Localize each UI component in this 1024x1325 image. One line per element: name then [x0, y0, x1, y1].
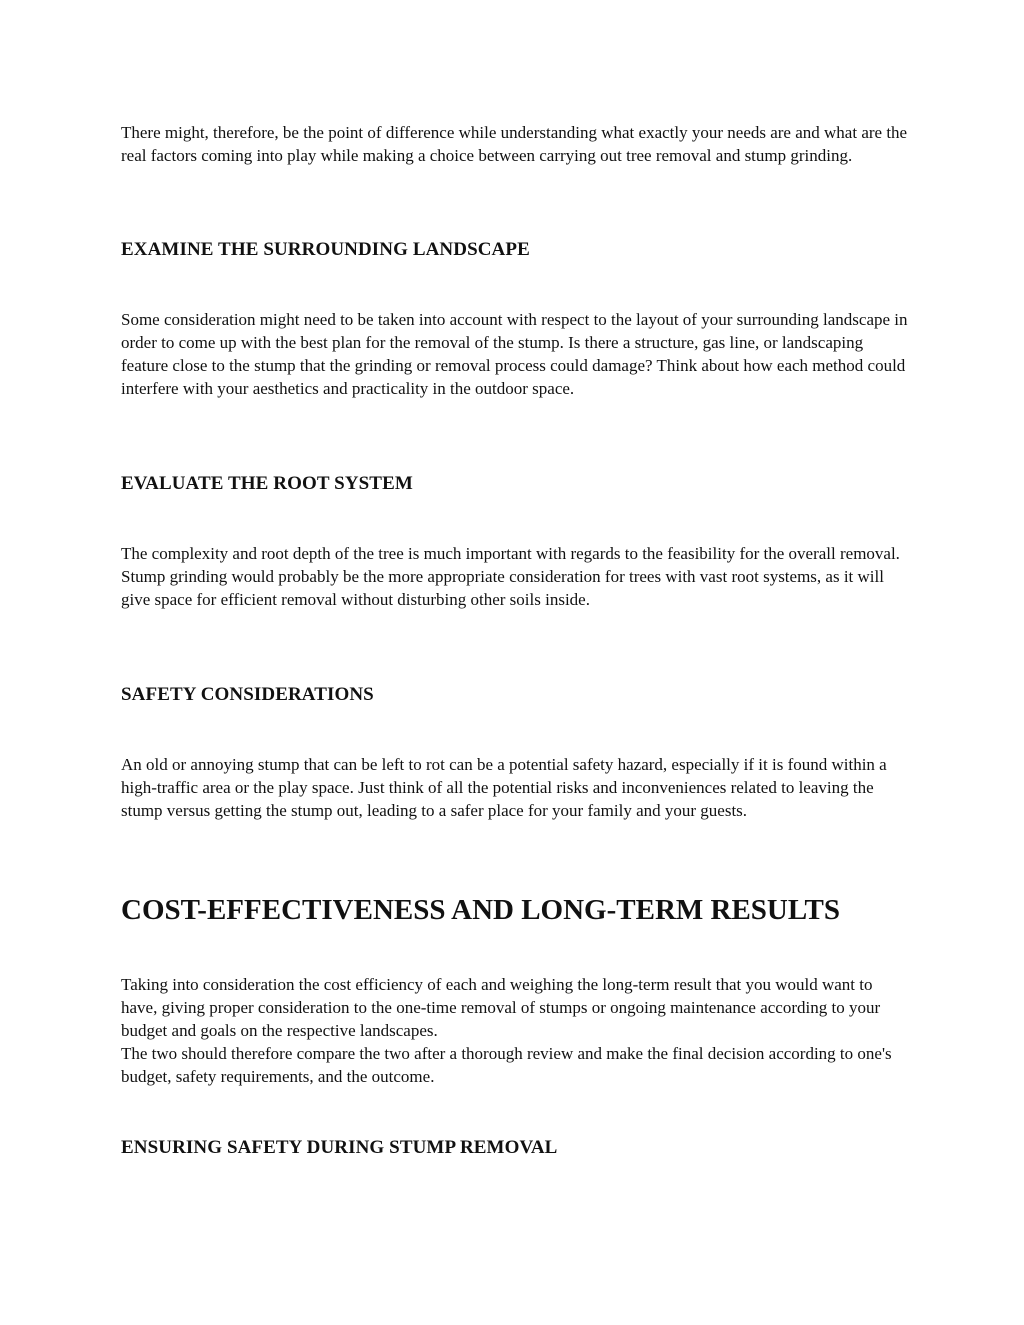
safety-paragraph: An old or annoying stump that can be left to rot can be a potential safety hazard, especially if it is found within a high-traffic area or the play space. Just think of all the potential risks and inconveniences related to leaving the stump versus getting the stump out, leading to a safer place for your family and your guests. [121, 755, 887, 820]
cost-paragraph: Taking into consideration the cost efficiency of each and weighing the long-term result that you would want to have, giving proper consideration to the one-time removal of stumps or ongoing maintenance according to your budget and goals on the respective landscapes. [121, 975, 881, 1040]
intro-paragraph: There might, therefore, be the point of difference while understanding what exactly your needs are and what are the real factors coming into play while making a choice between carrying out tree removal and stump grinding. [121, 123, 908, 165]
section-heading-root-system: EVALUATE THE ROOT SYSTEM [121, 473, 413, 494]
root-system-paragraph: The complexity and root depth of the tree is much important with regards to the feasibility for the overall removal. Stump grinding would probably be the more appropriate consideration for trees with vast root systems, as it will give space for efficient removal without disturbing other soils inside. [121, 544, 900, 609]
decision-paragraph: The two should therefore compare the two after a thorough review and make the final decision according to one's budget, safety requirements, and the outcome. [121, 1044, 892, 1086]
section-heading-safety: SAFETY CONSIDERATIONS [121, 684, 374, 705]
landscape-paragraph: Some consideration might need to be taken into account with respect to the layout of your surrounding landscape in order to come up with the best plan for the removal of the stump. Is there a structure, gas line, or landscaping feature close to the stump that the grinding or removal process could damage? Think about how each method could interfere with your aesthetics and practicality in the outdoor space. [121, 310, 908, 398]
section-heading-landscape: EXAMINE THE SURROUNDING LANDSCAPE [121, 239, 530, 260]
major-heading-cost: COST-EFFECTIVENESS AND LONG-TERM RESULTS [121, 894, 841, 926]
section-heading-ensuring-safety: ENSURING SAFETY DURING STUMP REMOVAL [121, 1137, 558, 1158]
